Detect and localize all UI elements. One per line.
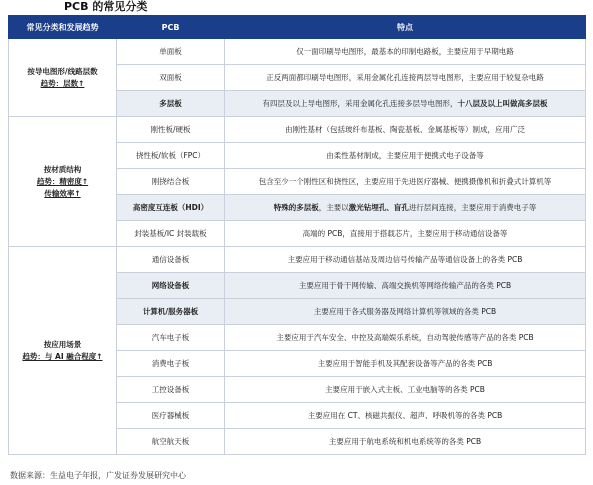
page-title: PCB 的常见分类 <box>64 0 148 13</box>
header-feature: 特点 <box>225 16 586 39</box>
pcb-name: 刚性板/硬板 <box>117 117 225 143</box>
pcb-feature: 包含至少一个刚性区和挠性区，主要应用于先进医疗器械、便携摄像机和折叠式计算机等 <box>225 169 586 195</box>
pcb-feature: 主要应用于各式服务器及网络计算机等领域的各类 PCB <box>225 299 586 325</box>
category-title: 按材质结构 <box>43 164 82 174</box>
pcb-name: 通信设备板 <box>117 247 225 273</box>
pcb-feature: 高端的 PCB，直接用于搭载芯片，主要应用于移动通信设备等 <box>225 221 586 247</box>
pcb-name: 刚挠结合板 <box>117 169 225 195</box>
feature-text: ，主要以 <box>318 202 349 212</box>
header-category: 常见分类和发展趋势 <box>9 16 117 39</box>
pcb-name: 消费电子板 <box>117 351 225 377</box>
pcb-name: 单面板 <box>117 39 225 65</box>
pcb-feature <box>225 91 586 117</box>
data-source-note: 数据来源：生益电子年报，广发证券发展研究中心 <box>10 471 186 480</box>
pcb-name: 计算机/服务器板 <box>117 299 225 325</box>
header-pcb: PCB <box>117 16 225 39</box>
pcb-name: 挠性板/软板（FPC） <box>117 143 225 169</box>
pcb-name: 高密度互连板（HDI） <box>117 195 225 221</box>
pcb-name: 封装基板/IC 封装载板 <box>117 221 225 247</box>
pcb-feature: 仅一面印刷导电图形，最基本的印制电路板，主要应用于早期电路 <box>225 39 586 65</box>
category-trend: 趋势：精密度↑ <box>36 176 89 186</box>
feature-emphasis: 特殊的多层板 <box>273 202 319 212</box>
pcb-feature: 主要应用于移动通信基站及周边信号传输产品等通信设备上的各类 PCB <box>225 247 586 273</box>
category-trend-2: 传输效率↑ <box>44 188 81 198</box>
feature-text: 有四层及以上导电图形，采用金属化孔连接多层导电图形， <box>262 98 458 108</box>
category-cell <box>9 39 117 117</box>
pcb-feature: 主要应用于嵌入式主板、工业电脑等的各类 PCB <box>225 377 586 403</box>
category-title: 按应用场景 <box>43 339 82 349</box>
pcb-feature: 主要应用于汽车安全、中控及高端娱乐系统，自动驾驶传感等产品的各类 PCB <box>225 325 586 351</box>
pcb-feature: 主要应用于智能手机及其配套设备等产品的各类 PCB <box>225 351 586 377</box>
feature-emphasis: 十八层及以上叫做高多层板 <box>457 98 548 108</box>
pcb-name: 工控设备板 <box>117 377 225 403</box>
table-row <box>9 39 586 65</box>
pcb-name: 汽车电子板 <box>117 325 225 351</box>
pcb-feature: 由柔性基材制成，主要应用于便携式电子设备等 <box>225 143 586 169</box>
pcb-name: 航空航天板 <box>117 429 225 455</box>
feature-emphasis: 激光钻埋孔、盲孔 <box>348 202 409 212</box>
table-row <box>9 247 586 273</box>
pcb-classification-table <box>8 15 586 455</box>
pcb-name: 多层板 <box>117 91 225 117</box>
category-title: 按导电图形/线路层数 <box>27 66 98 76</box>
pcb-name: 网络设备板 <box>117 273 225 299</box>
feature-text: 进行层间连接，主要应用于消费电子等 <box>408 202 537 212</box>
pcb-feature: 由刚性基材（包括玻纤布基板、陶瓷基板、金属基板等）制成，应用广泛 <box>225 117 586 143</box>
pcb-feature: 主要应用于航电系统和机电系统等的各类 PCB <box>225 429 586 455</box>
table-header-row <box>9 16 586 39</box>
table-row <box>9 117 586 143</box>
pcb-feature <box>225 195 586 221</box>
pcb-feature: 主要应用在 CT、核磁共振仪、超声、呼吸机等的各类 PCB <box>225 403 586 429</box>
pcb-name: 医疗器械板 <box>117 403 225 429</box>
category-trend: 趋势：与 AI 融合程度↑ <box>22 351 103 361</box>
category-cell <box>9 247 117 455</box>
pcb-feature: 正反两面都印刷导电图形，采用金属化孔连接两层导电图形，主要应用于较复杂电路 <box>225 65 586 91</box>
category-trend: 趋势：层数↑ <box>40 78 85 88</box>
pcb-name: 双面板 <box>117 65 225 91</box>
pcb-feature: 主要应用于骨干网传输、高端交换机等网络传输产品的各类 PCB <box>225 273 586 299</box>
category-cell <box>9 117 117 247</box>
